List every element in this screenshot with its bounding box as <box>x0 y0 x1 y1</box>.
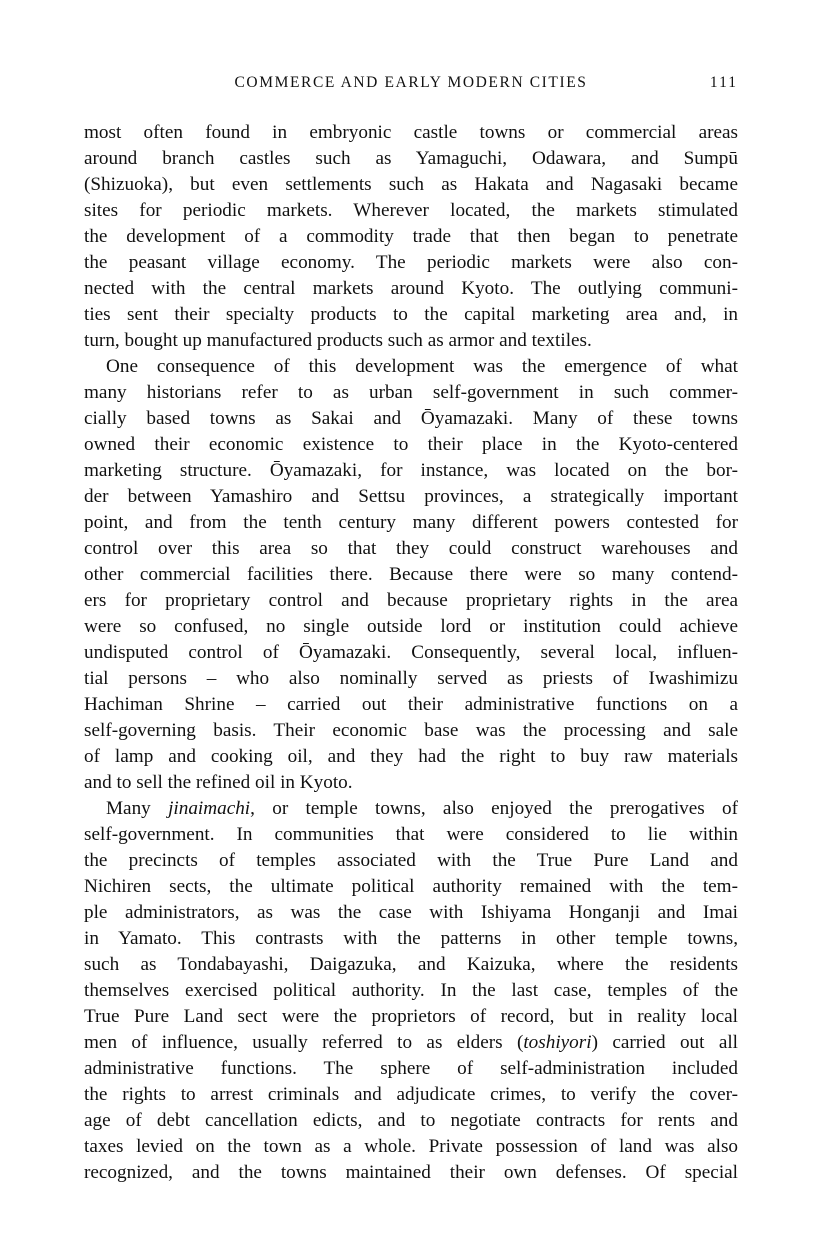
text-line: Hachiman Shrine – carried out their administrative functions on a <box>84 694 738 715</box>
text-line: marketing structure. Ōyamazaki, for instance, was located on the bor- <box>84 460 738 481</box>
text-line: many historians refer to as urban self-government in such commer- <box>84 382 738 403</box>
running-title: COMMERCE AND EARLY MODERN CITIES <box>234 74 588 91</box>
paragraph <box>84 796 738 1186</box>
text-line: der between Yamashiro and Settsu provinces, a strategically important <box>84 486 738 507</box>
text-line: Nichiren sects, the ultimate political authority remained with the tem- <box>84 876 738 897</box>
text-line: the development of a commodity trade that then began to penetrate <box>84 226 738 247</box>
text-line: turn, bought up manufactured products such as armor and textiles. <box>84 330 592 351</box>
page-number: 111 <box>709 74 738 91</box>
text-line: ties sent their specialty products to the capital marketing area and, in <box>84 304 738 325</box>
text-line: nected with the central markets around Kyoto. The outlying communi- <box>84 278 738 299</box>
text-line: most often found in embryonic castle towns or commercial areas <box>84 122 738 143</box>
text-line: self-governing basis. Their economic base was the processing and sale <box>84 720 738 741</box>
paragraph <box>84 354 738 796</box>
text-line: age of debt cancellation edicts, and to negotiate contracts for rents and <box>84 1110 738 1131</box>
text-line: self-government. In communities that were considered to lie within <box>84 824 738 845</box>
text-line: tial persons – who also nominally served as priests of Iwashimizu <box>84 668 738 689</box>
text-line: of lamp and cooking oil, and they had the right to buy raw materials <box>84 746 738 767</box>
text-line: ers for proprietary control and because proprietary rights in the area <box>84 590 738 611</box>
text-line: undisputed control of Ōyamazaki. Consequently, several local, influen- <box>84 642 738 663</box>
text-line: administrative functions. The sphere of self-administration included <box>84 1058 738 1079</box>
text-line: the peasant village economy. The periodic markets were also con- <box>84 252 738 273</box>
text-line: Many jinaimachi, or temple towns, also enjoyed the prerogatives of <box>106 798 738 819</box>
text-line: (Shizuoka), but even settlements such as Hakata and Nagasaki became <box>84 174 738 195</box>
text-line: One consequence of this development was the emergence of what <box>106 356 738 377</box>
text-line: control over this area so that they could construct warehouses and <box>84 538 738 559</box>
text-line: point, and from the tenth century many different powers contested for <box>84 512 738 533</box>
text-line: the rights to arrest criminals and adjudicate crimes, to verify the cover- <box>84 1084 738 1105</box>
text-line: recognized, and the towns maintained their own defenses. Of special <box>84 1162 738 1183</box>
paragraph <box>84 120 738 354</box>
text-line: the precincts of temples associated with the True Pure Land and <box>84 850 738 871</box>
text-line: owned their economic existence to their place in the Kyoto-centered <box>84 434 738 455</box>
text-line: cially based towns as Sakai and Ōyamazaki. Many of these towns <box>84 408 738 429</box>
text-line: other commercial facilities there. Because there were so many contend- <box>84 564 738 585</box>
text-line: ple administrators, as was the case with Ishiyama Honganji and Imai <box>84 902 738 923</box>
text-line: taxes levied on the town as a whole. Private possession of land was also <box>84 1136 738 1157</box>
text-line: were so confused, no single outside lord or institution could achieve <box>84 616 738 637</box>
text-line: themselves exercised political authority. In the last case, temples of the <box>84 980 738 1001</box>
text-line: in Yamato. This contrasts with the patterns in other temple towns, <box>84 928 738 949</box>
text-line: and to sell the refined oil in Kyoto. <box>84 772 353 793</box>
body-text <box>84 120 738 1186</box>
text-line: such as Tondabayashi, Daigazuka, and Kaizuka, where the residents <box>84 954 738 975</box>
text-line: True Pure Land sect were the proprietors of record, but in reality local <box>84 1006 738 1027</box>
running-head <box>84 74 738 98</box>
text-line: around branch castles such as Yamaguchi, Odawara, and Sumpū <box>84 148 738 169</box>
text-line: sites for periodic markets. Wherever located, the markets stimulated <box>84 200 738 221</box>
text-line: men of influence, usually referred to as elders (toshiyori) carried out all <box>84 1032 738 1053</box>
